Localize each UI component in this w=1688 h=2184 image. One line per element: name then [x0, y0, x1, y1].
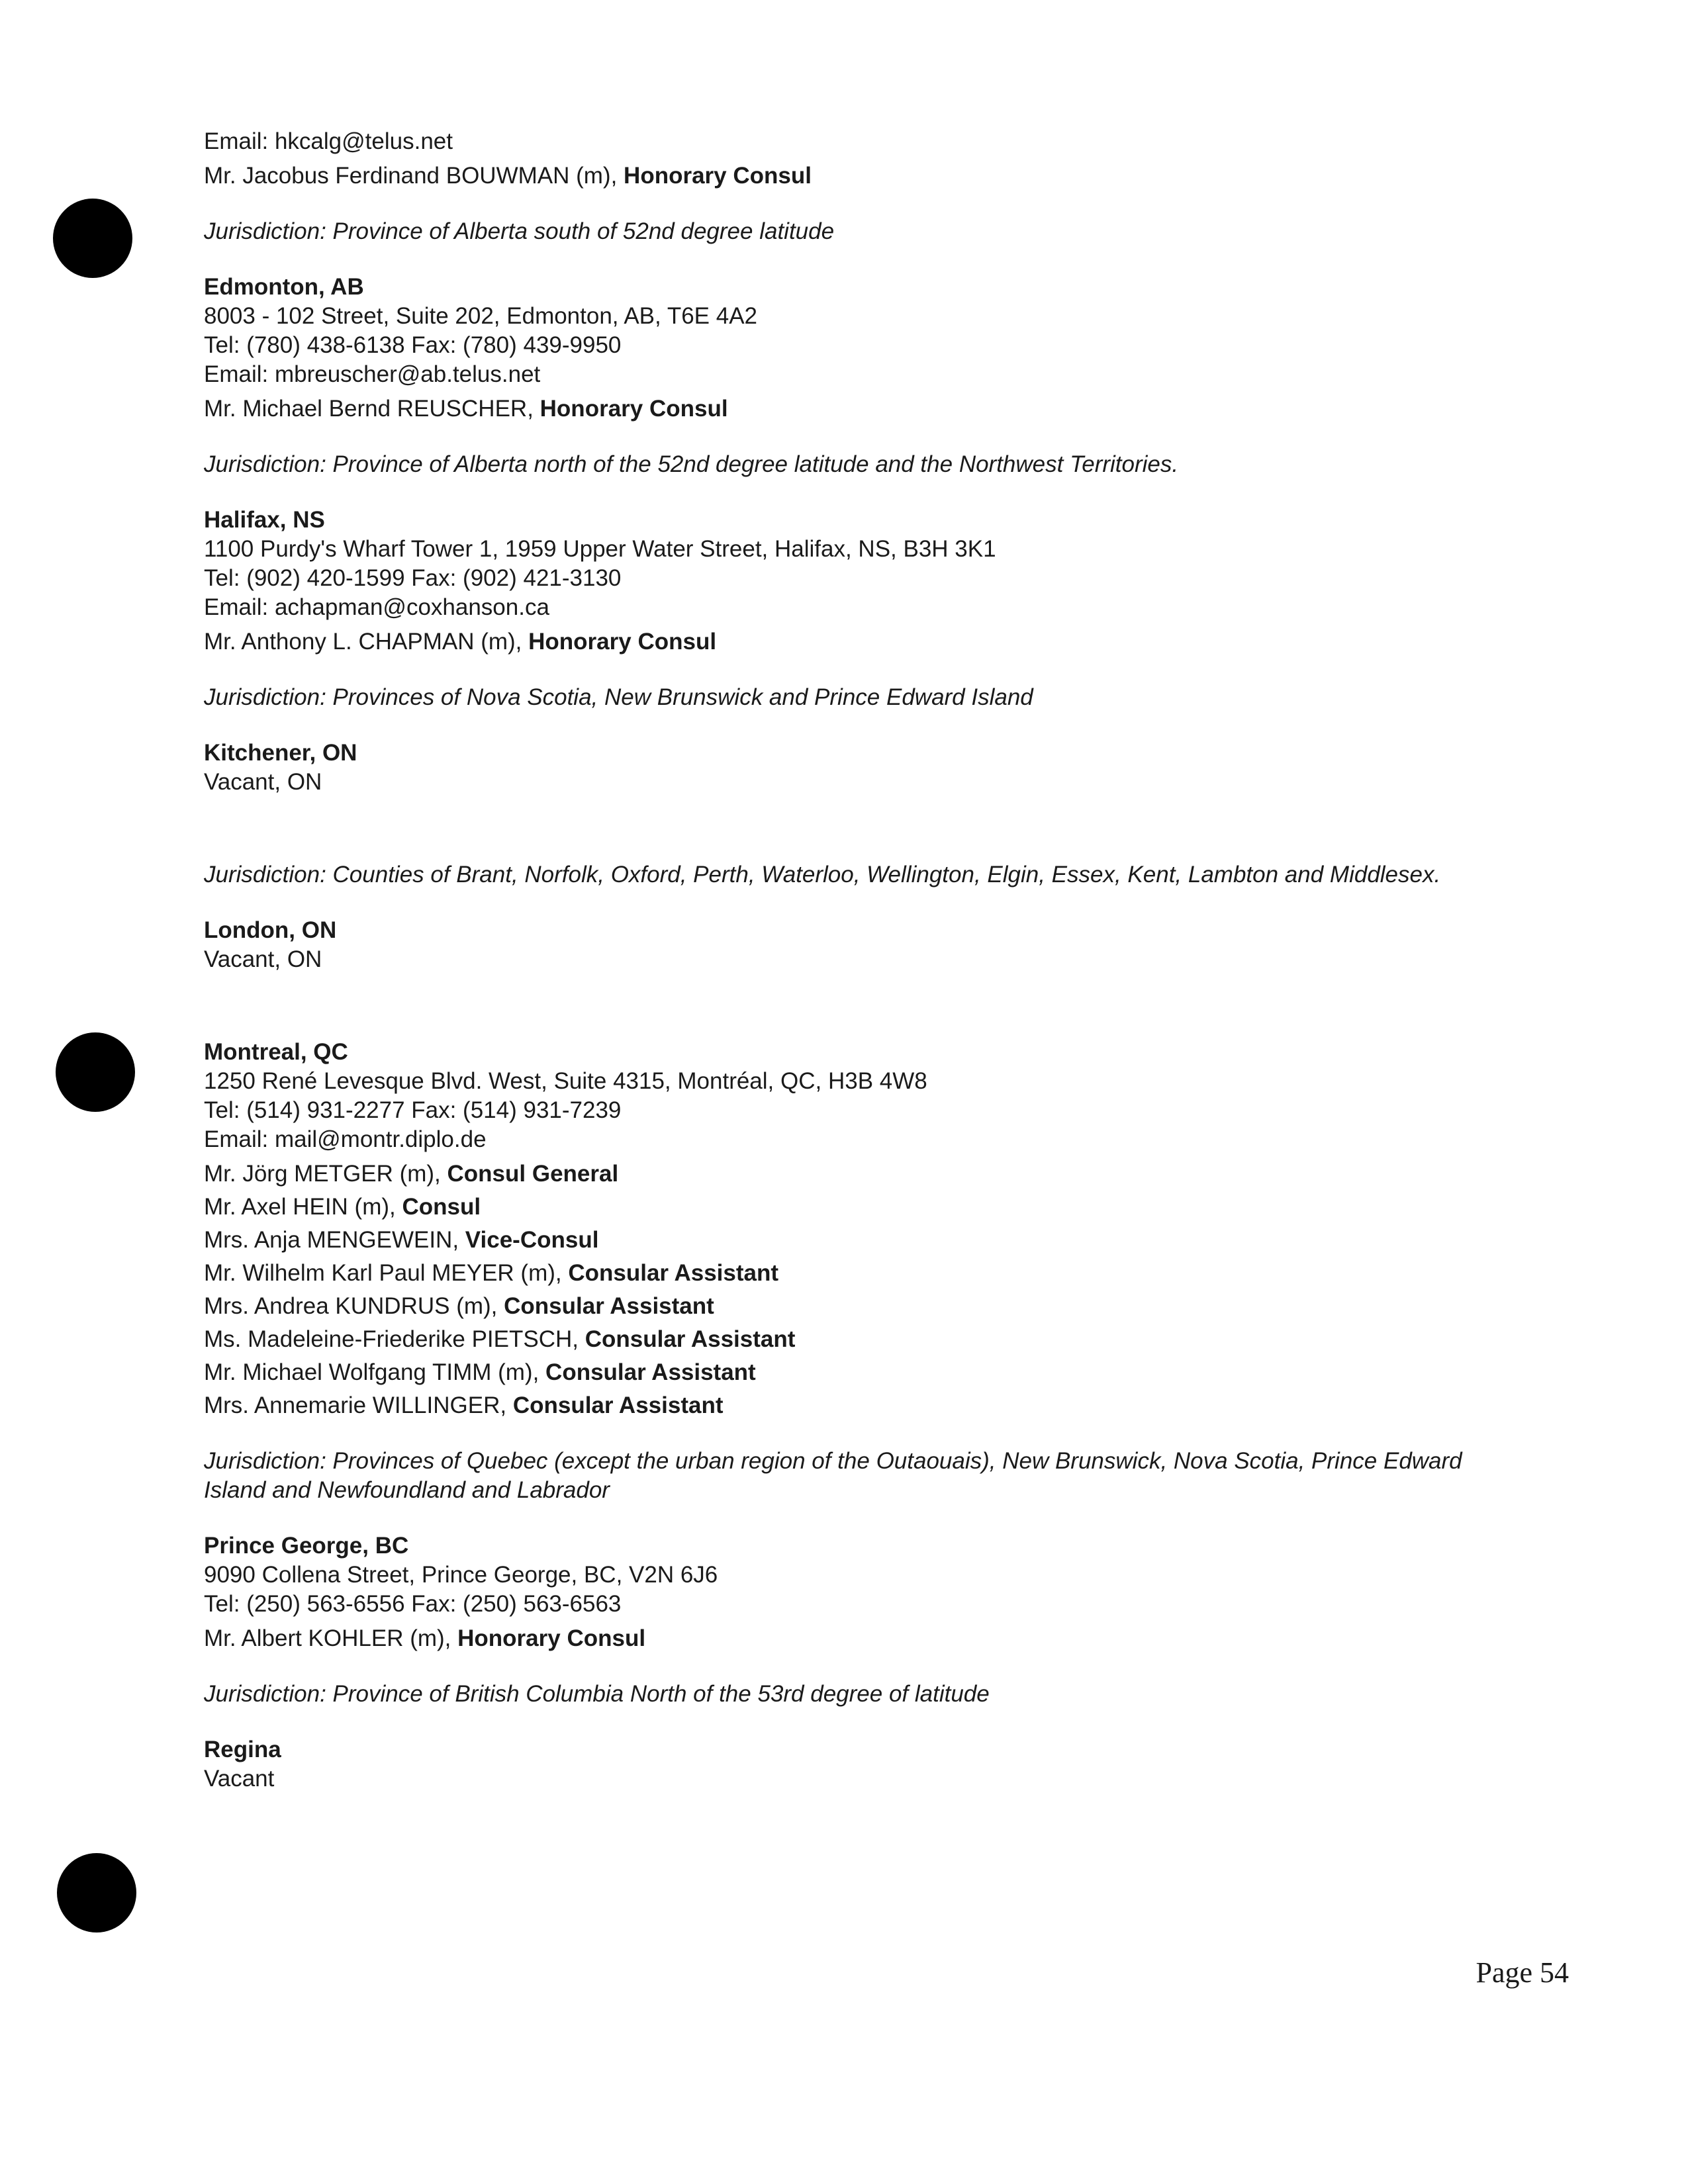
calgary-person [204, 161, 1528, 191]
person-name: Mr. Anthony L. CHAPMAN (m), [204, 629, 522, 655]
prince-george-person [204, 1624, 1528, 1653]
kitchener-heading: Kitchener, ON [204, 740, 357, 766]
london-status: Vacant, ON [204, 946, 322, 972]
halifax-person [204, 627, 1528, 657]
person-title: Consular Assistant [504, 1293, 714, 1319]
person-name: Mrs. Annemarie WILLINGER, [204, 1392, 507, 1418]
montreal-heading: Montreal, QC [204, 1039, 348, 1065]
staff-member [204, 1160, 1528, 1189]
staff-member [204, 1325, 1528, 1354]
punch-hole [57, 1853, 136, 1933]
halifax-jurisdiction: Jurisdiction: Provinces of Nova Scotia, New Brunswick and Prince Edward Island [204, 684, 1033, 710]
prince-george-jurisdiction: Jurisdiction: Province of British Columbia North of the 53rd degree of latitude [204, 1681, 990, 1707]
montreal-address: 1250 René Levesque Blvd. West, Suite 4315, Montréal, QC, H3B 4W8 [204, 1068, 927, 1094]
edmonton-person [204, 394, 1528, 424]
person-name: Mrs. Anja MENGEWEIN, [204, 1227, 459, 1253]
person-title: Vice-Consul [465, 1227, 599, 1253]
calgary-email: Email: hkcalg@telus.net [204, 128, 453, 154]
person-title: Consul General [447, 1161, 619, 1187]
montreal-email: Email: mail@montr.diplo.de [204, 1126, 487, 1152]
person-title: Consular Assistant [512, 1392, 724, 1418]
staff-member [204, 1391, 1528, 1420]
person-title: Honorary Consul [624, 163, 812, 189]
page-number: Page 54 [1476, 1956, 1569, 1989]
halifax-email: Email: achapman@coxhanson.ca [204, 594, 549, 620]
montreal-tel: Tel: (514) 931-2277 Fax: (514) 931-7239 [204, 1097, 622, 1123]
regina-status: Vacant [204, 1766, 275, 1792]
person-title: Consular Assistant [585, 1326, 796, 1352]
person-title: Consular Assistant [545, 1359, 756, 1385]
punch-hole [53, 199, 132, 278]
person-name: Ms. Madeleine-Friederike PIETSCH, [204, 1326, 579, 1352]
person-title: Honorary Consul [457, 1625, 646, 1651]
person-title: Consul [402, 1194, 481, 1220]
kitchener-status: Vacant, ON [204, 769, 322, 795]
montreal-jurisdiction: Jurisdiction: Provinces of Quebec (except the urban region of the Outaouais), New Brunswick, Nova Scotia, Prince Edward Island and Newfoundland and Labrador [204, 1448, 1462, 1503]
punch-hole [56, 1032, 135, 1112]
person-title: Honorary Consul [528, 629, 717, 655]
prince-george-heading: Prince George, BC [204, 1533, 409, 1559]
montreal-staff-list [204, 1160, 1528, 1420]
kitchener-jurisdiction: Jurisdiction: Counties of Brant, Norfolk, Oxford, Perth, Waterloo, Wellington, Elgin, Essex, Kent, Lambton and Middlesex. [204, 862, 1441, 887]
calgary-jurisdiction: Jurisdiction: Province of Alberta south of 52nd degree latitude [204, 218, 835, 244]
staff-member [204, 1226, 1528, 1255]
person-name: Mr. Albert KOHLER (m), [204, 1625, 451, 1651]
prince-george-tel: Tel: (250) 563-6556 Fax: (250) 563-6563 [204, 1591, 622, 1617]
halifax-address: 1100 Purdy's Wharf Tower 1, 1959 Upper Water Street, Halifax, NS, B3H 3K1 [204, 536, 996, 562]
prince-george-address: 9090 Collena Street, Prince George, BC, V2N 6J6 [204, 1562, 718, 1588]
document-content [204, 127, 1528, 1794]
staff-member [204, 1259, 1528, 1288]
edmonton-address: 8003 - 102 Street, Suite 202, Edmonton, AB, T6E 4A2 [204, 303, 758, 329]
person-title: Consular Assistant [568, 1260, 779, 1286]
edmonton-heading: Edmonton, AB [204, 274, 364, 300]
staff-member [204, 1292, 1528, 1321]
person-name: Mr. Jacobus Ferdinand BOUWMAN (m), [204, 163, 618, 189]
person-name: Mr. Jörg METGER (m), [204, 1161, 441, 1187]
halifax-heading: Halifax, NS [204, 507, 325, 533]
person-name: Mr. Michael Wolfgang TIMM (m), [204, 1359, 539, 1385]
staff-member [204, 1358, 1528, 1387]
london-heading: London, ON [204, 917, 337, 943]
person-name: Mr. Wilhelm Karl Paul MEYER (m), [204, 1260, 562, 1286]
person-name: Mr. Michael Bernd REUSCHER, [204, 396, 534, 422]
person-name: Mrs. Andrea KUNDRUS (m), [204, 1293, 498, 1319]
person-title: Honorary Consul [539, 396, 728, 422]
edmonton-tel: Tel: (780) 438-6138 Fax: (780) 439-9950 [204, 332, 622, 358]
edmonton-email: Email: mbreuscher@ab.telus.net [204, 361, 541, 387]
edmonton-jurisdiction: Jurisdiction: Province of Alberta north of the 52nd degree latitude and the Northwest Territories. [204, 451, 1179, 477]
person-name: Mr. Axel HEIN (m), [204, 1194, 396, 1220]
halifax-tel: Tel: (902) 420-1599 Fax: (902) 421-3130 [204, 565, 622, 591]
regina-heading: Regina [204, 1737, 281, 1762]
staff-member [204, 1193, 1528, 1222]
